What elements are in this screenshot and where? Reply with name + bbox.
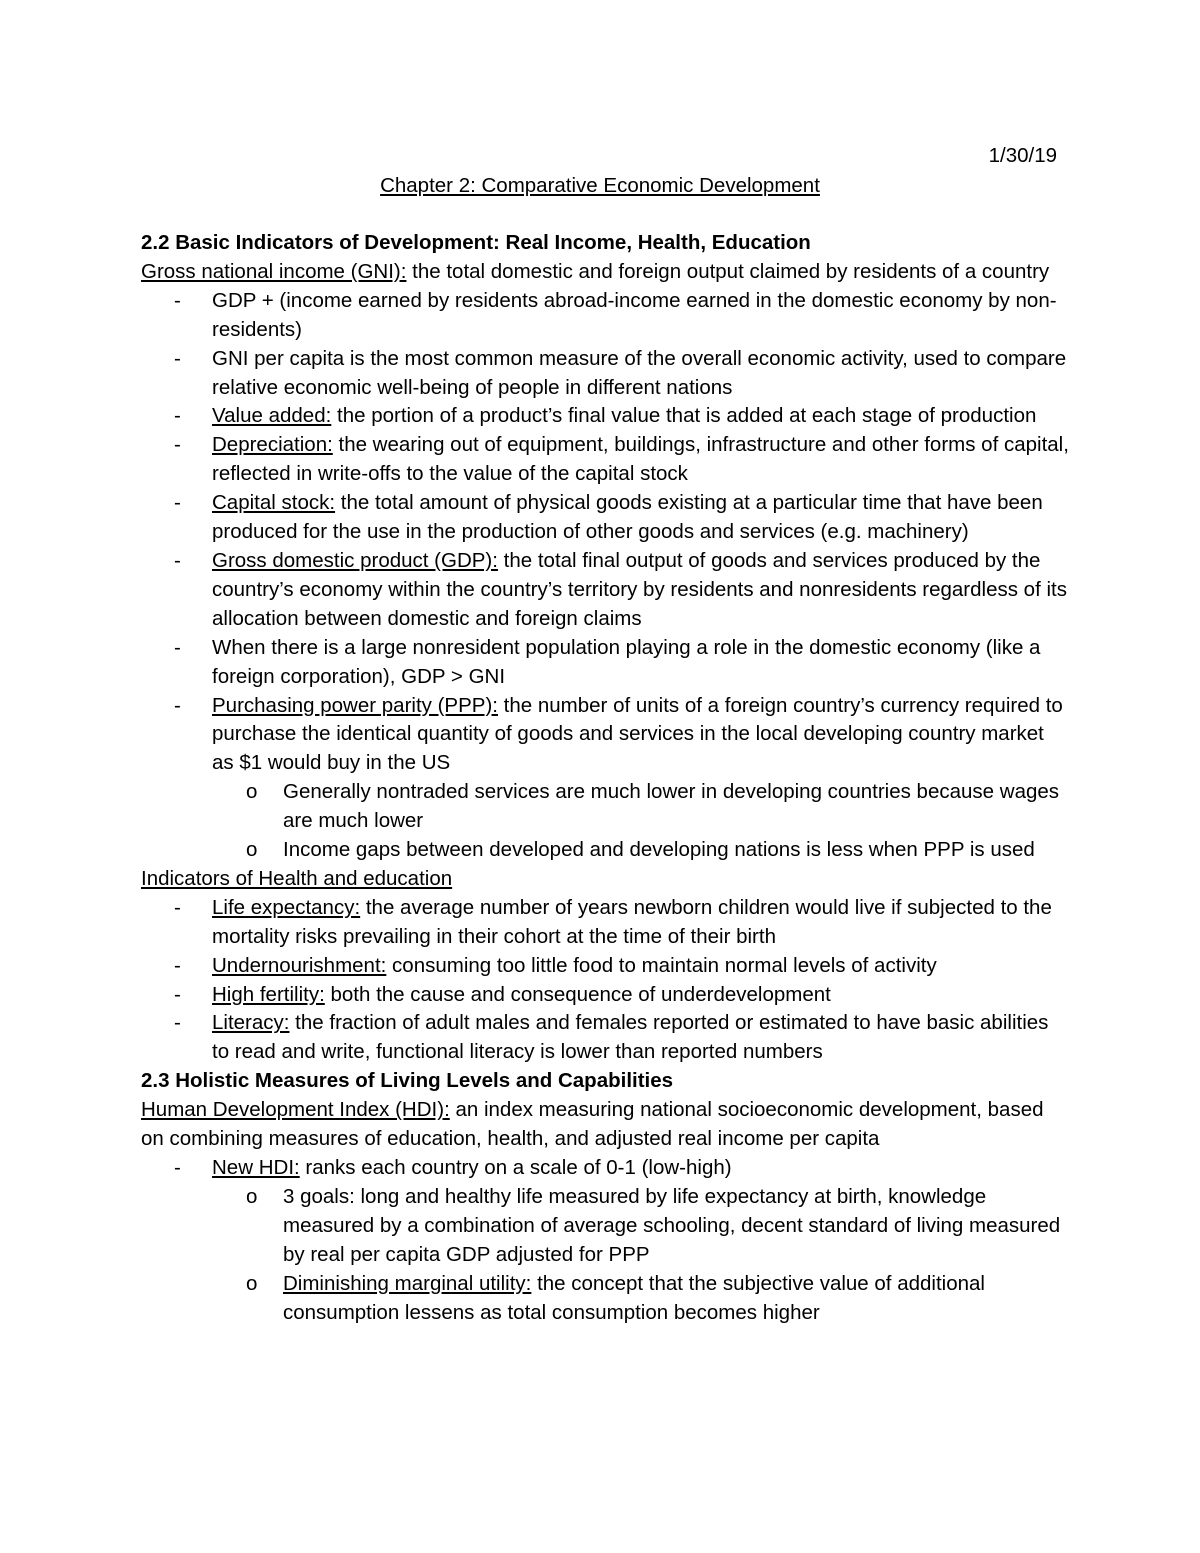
term-label: New HDI: <box>212 1156 300 1179</box>
section-heading-2-3: 2.3 Holistic Measures of Living Levels and Capabilities <box>141 1069 674 1093</box>
bullet-text: ranks each country on a scale of 0-1 (low-high) <box>299 1156 732 1179</box>
term-label: Gross domestic product (GDP): <box>212 548 498 572</box>
sub-bullet-item <box>141 1270 1071 1328</box>
document-title: Chapter 2: Comparative Economic Development <box>380 174 820 197</box>
bullet-text: the number of units of a foreign country’s currency required to purchase the identical quantity of goods and services in the local developing country market as $1 would buy in the US <box>212 693 1063 775</box>
document-date: 1/30/19 <box>988 144 1057 167</box>
bullet-item <box>141 692 1071 779</box>
notes-body <box>141 229 1071 1327</box>
bullet-item <box>141 287 1071 345</box>
bullet-item <box>141 952 1071 981</box>
bullet-item <box>141 431 1071 489</box>
term-label: High fertility: <box>212 982 325 1006</box>
bullet-item <box>141 981 1071 1010</box>
term-label: Gross national income (GNI): <box>141 259 407 283</box>
term-label: Diminishing marginal utility: <box>283 1271 532 1295</box>
bullet-text: consuming too little food to maintain normal levels of activity <box>386 953 937 977</box>
term-label: Value added: <box>212 404 332 428</box>
term-label: Human Development Index (HDI): <box>141 1098 450 1122</box>
term-label: Life expectancy: <box>212 895 361 919</box>
bullet-item <box>141 547 1071 634</box>
bullet-text: the total amount of physical goods existing at a particular time that have been produced for the use in the production of other goods and services (e.g. machinery) <box>212 491 1043 544</box>
bullet-text: the total final output of goods and services produced by the country’s economy within the country’s territory by residents and nonresidents regardless of its allocation between domestic and foreign claims <box>212 548 1067 630</box>
definition-gni <box>141 258 1071 287</box>
bullet-text: both the cause and consequence of underdevelopment <box>324 982 831 1006</box>
sub-heading-health-education: Indicators of Health and education <box>141 866 453 890</box>
sub-bullet-item: o Generally nontraded services are much lower in developing countries because wages are much lower <box>141 778 1071 836</box>
bullet-item <box>141 489 1071 547</box>
term-label: Undernourishment: <box>212 953 387 977</box>
bullet-text: the wearing out of equipment, buildings, infrastructure and other forms of capital, reflected in write-offs to the value of the capital stock <box>212 433 1069 486</box>
definition-text: the total domestic and foreign output claimed by residents of a country <box>406 259 1050 283</box>
definition-text: an index measuring national socioeconomic development, based on combining measures of education, health, and adjusted real income per capita <box>141 1098 1044 1151</box>
bullet-text: the portion of a product’s final value that is added at each stage of production <box>331 404 1037 428</box>
bullet-item <box>141 402 1071 431</box>
bullet-item <box>141 1009 1071 1067</box>
sub-bullet-item <box>141 1183 1071 1270</box>
term-label: Purchasing power parity (PPP): <box>212 693 498 717</box>
bullet-text: the fraction of adult males and females reported or estimated to have basic abilities to read and write, functional literacy is lower than reported numbers <box>212 1011 1049 1064</box>
section-heading-2-2: 2.2 Basic Indicators of Development: Real Income, Health, Education <box>141 231 811 254</box>
definition-hdi <box>141 1096 1071 1154</box>
term-label: Literacy: <box>212 1011 290 1035</box>
bullet-item <box>141 345 1071 403</box>
term-label: Depreciation: <box>212 433 333 457</box>
bullet-text: GNI per capita is the most common measure of the overall economic activity, used to compare relative economic well-being of people in different nations <box>212 346 1067 399</box>
bullet-item <box>141 1154 1071 1183</box>
sub-bullet-text: the concept that the subjective value of additional consumption lessens as total consumption becomes higher <box>283 1271 985 1324</box>
sub-bullet-item: o Income gaps between developed and developing nations is less when PPP is used <box>141 836 1071 865</box>
bullet-item <box>141 634 1071 692</box>
bullet-text: When there is a large nonresident population playing a role in the domestic economy (like a foreign corporation), GDP > GNI <box>212 635 1041 688</box>
sub-bullet-text: 3 goals: long and healthy life measured by life expectancy at birth, knowledge measured by a combination of average schooling, decent standard of living measured by real per capita GDP adjusted for PPP <box>283 1184 1061 1266</box>
term-label: Capital stock: <box>212 491 336 515</box>
bullet-item <box>141 894 1071 952</box>
bullet-text: GDP + (income earned by residents abroad-income earned in the domestic economy by non-residents) <box>212 288 1057 341</box>
bullet-text: the average number of years newborn children would live if subjected to the mortality risks prevailing in their cohort at the time of their birth <box>212 895 1052 948</box>
